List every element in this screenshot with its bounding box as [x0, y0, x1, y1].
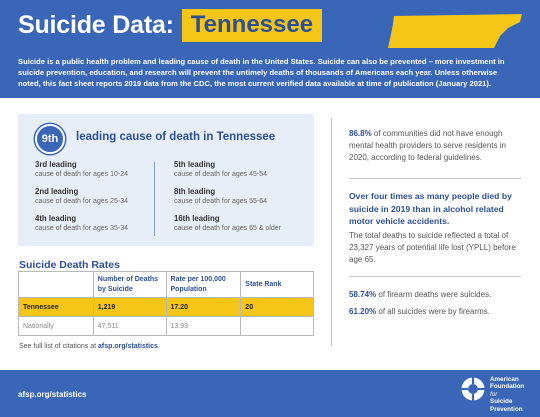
stat-value: 61.20% — [349, 307, 377, 316]
table-cell: Tennessee — [19, 298, 94, 317]
stat-mental-health-providers — [349, 128, 524, 164]
cause-desc: cause of death for ages 25-34 — [35, 198, 129, 205]
cause-item — [35, 187, 165, 214]
column-divider — [331, 118, 332, 346]
stat-firearm-deaths — [349, 289, 524, 301]
table-header-cell — [19, 272, 94, 298]
cause-rank: 16th leading — [174, 214, 220, 223]
table-header-cell: State Rank — [241, 272, 314, 298]
table-cell: Nationally — [19, 317, 94, 336]
section-divider — [349, 178, 521, 179]
rates-title: Suicide Death Rates — [19, 259, 120, 271]
state-rank-text: leading cause of death in Tennessee — [76, 131, 276, 143]
cause-rank: 5th leading — [174, 160, 216, 169]
table-row-state — [19, 298, 314, 317]
citation-suffix: . — [157, 343, 160, 350]
cause-desc: cause of death for ages 35-34 — [35, 225, 129, 232]
cause-rank: 4th leading — [35, 214, 77, 223]
table-header-cell: Number of Deaths by Suicide — [93, 272, 166, 298]
stat-text: of all suicides were by firearms. — [376, 307, 490, 316]
header-banner — [0, 0, 540, 98]
table-header-row — [19, 272, 314, 298]
intro-paragraph: Suicide is a public health problem and leading cause of death in the United States. Suicide can also be prevented – more investment in suicide prevention, education, and research will prevent the untimely deaths of thousands of Americans each year. Unless otherwise noted, this fact sheet reports 2019 data from the CDC, the most current verified data available at time of publication (January 2021). — [18, 57, 505, 88]
cause-column-right — [174, 160, 304, 241]
cause-desc: cause of death for ages 45-54 — [174, 171, 268, 178]
suicide-rates-table — [18, 271, 314, 336]
cause-rank: 3rd leading — [35, 160, 77, 169]
org-name-line: Foundation — [490, 383, 525, 391]
stat-suicides-by-firearm — [349, 306, 524, 318]
table-cell: 17.20 — [166, 298, 241, 317]
table-cell: 13.93 — [166, 317, 241, 336]
cause-item — [35, 160, 165, 187]
cause-rank: 2nd leading — [35, 187, 79, 196]
tennessee-state-icon — [388, 14, 524, 48]
footer-banner — [0, 370, 540, 417]
org-name-line: American — [490, 376, 519, 383]
cause-rank: 8th leading — [174, 187, 216, 196]
page-title — [18, 9, 322, 42]
leading-cause-panel — [18, 114, 314, 246]
table-cell — [241, 317, 314, 336]
table-header-cell: Rate per 100,000 Population — [166, 272, 241, 298]
table-cell: 1,219 — [93, 298, 166, 317]
table-cell: 47,511 — [93, 317, 166, 336]
stat-text: of firearm deaths were suicides. — [376, 290, 492, 299]
life-preserver-icon — [460, 376, 486, 402]
stat-value: 58.74% — [349, 290, 377, 299]
cause-column-left — [35, 160, 165, 241]
cause-divider — [154, 162, 155, 236]
cause-desc: cause of death for ages 10-24 — [35, 171, 129, 178]
state-rank-badge: 9th — [35, 124, 65, 154]
cause-desc: cause of death for ages 65 & older — [174, 225, 282, 232]
cause-item — [174, 214, 304, 241]
title-main: Suicide Data: — [18, 11, 174, 39]
footer-url-link[interactable]: afsp.org/statistics — [18, 390, 87, 399]
cause-item — [35, 214, 165, 241]
cause-item — [174, 187, 304, 214]
citation-link[interactable]: afsp.org/statistics — [98, 343, 158, 350]
org-name-line: for — [490, 390, 498, 398]
org-name-line: Suicide — [490, 398, 513, 406]
cause-desc: cause of death for ages 55-64 — [174, 198, 268, 205]
ypll-text: The total deaths to suicide reflected a total of 23,327 years of potential life lost (YPLL) before age 65. — [349, 231, 516, 264]
section-divider — [349, 276, 521, 277]
citation-note — [19, 343, 160, 350]
table-cell: 20 — [241, 298, 314, 317]
cause-item — [174, 160, 304, 187]
bold-statement: Over four times as many people died by suicide in 2019 than in alcohol related motor vehicle accidents. — [349, 191, 512, 226]
table-row-national — [19, 317, 314, 336]
title-state-badge: Tennessee — [182, 9, 322, 42]
stat-value: 86.8% — [349, 129, 372, 138]
org-name-line: Prevention — [490, 405, 523, 413]
citation-prefix: See full list of citations at — [19, 343, 97, 350]
stat-text: of communities did not have enough mental health providers to serve residents in 2020, according to federal guidelines. — [349, 129, 506, 162]
org-name — [490, 376, 524, 413]
